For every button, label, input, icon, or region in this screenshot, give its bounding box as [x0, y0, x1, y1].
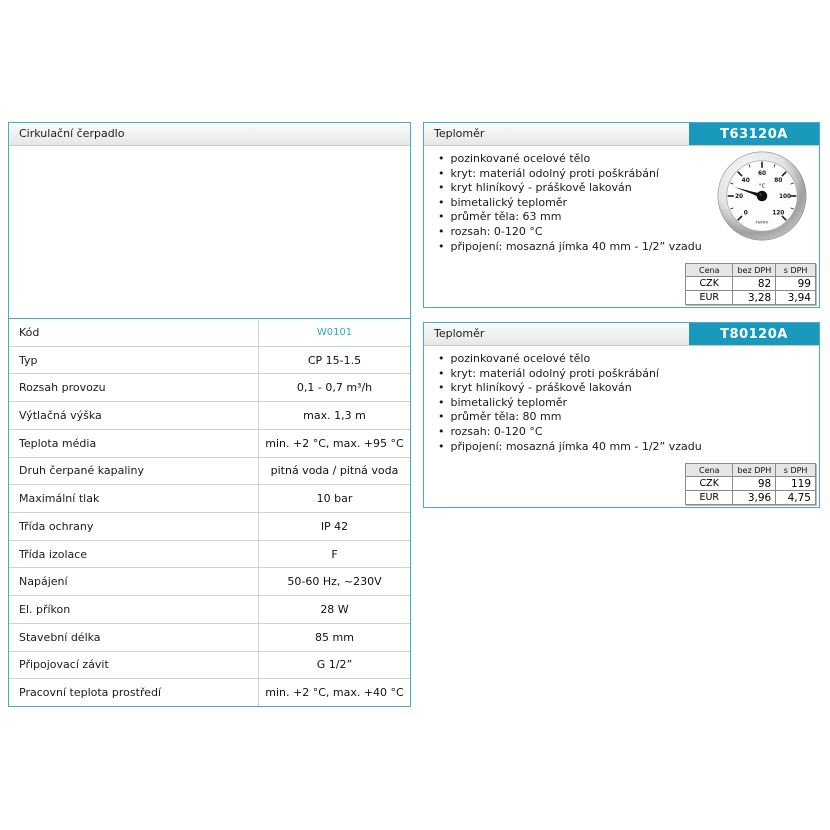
- feature-item: • připojení: mosazná jímka 40 mm - 1/2” vzadu: [438, 240, 702, 255]
- price-col-header: s DPH: [776, 264, 816, 277]
- price-currency: EUR: [686, 291, 733, 305]
- price-without-vat: 98: [733, 477, 776, 491]
- feature-item: • kryt hliníkový - práškově lakován: [438, 181, 702, 196]
- feature-item: • rozsah: 0-120 °C: [438, 225, 702, 240]
- svg-text:120: 120: [772, 210, 785, 217]
- price-row: [686, 477, 816, 491]
- feature-item: • průměr těla: 80 mm: [438, 410, 702, 425]
- pump-panel: [8, 122, 411, 707]
- svg-text:FERRO: FERRO: [755, 220, 769, 225]
- thermometer-panel-header: [424, 123, 819, 146]
- price-with-vat: 4,75: [776, 491, 816, 505]
- pump-panel-title: Cirkulační čerpadlo: [9, 123, 410, 145]
- feature-item: • kryt hliníkový - práškově lakován: [438, 381, 702, 396]
- thermometer-panel-header: [424, 323, 819, 346]
- price-col-header: bez DPH: [733, 464, 776, 477]
- spec-row: [9, 347, 410, 375]
- feature-item: • průměr těla: 63 mm: [438, 210, 702, 225]
- pump-panel-header: [9, 123, 410, 146]
- spec-label: Kód: [9, 319, 259, 346]
- price-with-vat: 3,94: [776, 291, 816, 305]
- spec-label: Třída ochrany: [9, 513, 259, 540]
- product-title: Teploměr: [424, 123, 689, 145]
- spec-value: max. 1,3 m: [303, 409, 366, 423]
- price-currency: EUR: [686, 491, 733, 505]
- feature-item: • bimetalický teploměr: [438, 396, 702, 411]
- spec-value: 10 bar: [316, 492, 353, 506]
- spec-label: Stavební délka: [9, 624, 259, 651]
- spec-row: [9, 652, 410, 680]
- spec-label: Teplota média: [9, 430, 259, 457]
- feature-item: • bimetalický teploměr: [438, 196, 702, 211]
- feature-item: • pozinkované ocelové tělo: [438, 152, 702, 167]
- spec-label: Pracovní teplota prostředí: [9, 679, 259, 706]
- price-with-vat: 99: [776, 277, 816, 291]
- spec-value: CP 15-1.5: [307, 353, 362, 367]
- svg-text:80: 80: [774, 177, 783, 184]
- price-col-header: Cena: [686, 464, 733, 477]
- spec-row: [9, 319, 410, 347]
- price-table: [685, 263, 816, 305]
- spec-row: [9, 430, 410, 458]
- feature-item: • rozsah: 0-120 °C: [438, 425, 702, 440]
- price-col-header: bez DPH: [733, 264, 776, 277]
- product-feature-list: [438, 152, 702, 254]
- product-code-badge: T80120A: [689, 323, 819, 345]
- spec-label: Výtlačná výška: [9, 402, 259, 429]
- thermometer-panel-t63120a: [423, 122, 820, 308]
- price-currency: CZK: [686, 277, 733, 291]
- feature-item: • kryt: materiál odolný proti poškrábání: [438, 167, 702, 182]
- spec-value: IP 42: [320, 519, 349, 533]
- price-table: [685, 463, 816, 505]
- spec-label: El. příkon: [9, 596, 259, 623]
- spec-row: [9, 513, 410, 541]
- price-without-vat: 82: [733, 277, 776, 291]
- spec-value: 0,1 - 0,7 m³/h: [296, 381, 373, 395]
- svg-text:°C: °C: [758, 183, 766, 190]
- svg-text:60: 60: [757, 171, 767, 178]
- spec-row: [9, 568, 410, 596]
- spec-label: Druh čerpané kapaliny: [9, 458, 259, 485]
- spec-value: 85 mm: [315, 630, 354, 644]
- pump-spec-table: [9, 318, 410, 706]
- spec-label: Rozsah provozu: [9, 374, 259, 401]
- product-code-link[interactable]: W0101: [316, 326, 353, 338]
- svg-text:0: 0: [743, 210, 748, 217]
- spec-label: Napájení: [9, 568, 259, 595]
- price-col-header: s DPH: [776, 464, 816, 477]
- feature-item: • pozinkované ocelové tělo: [438, 352, 702, 367]
- spec-value: pitná voda / pitná voda: [270, 464, 399, 478]
- spec-value: 28 W: [320, 603, 349, 617]
- price-with-vat: 119: [776, 477, 816, 491]
- spec-row: [9, 541, 410, 569]
- spec-value: 50-60 Hz, ~230V: [287, 575, 382, 589]
- spec-row: [9, 596, 410, 624]
- price-row: [686, 491, 816, 505]
- price-currency: CZK: [686, 477, 733, 491]
- spec-label: Třída izolace: [9, 541, 259, 568]
- spec-row: [9, 458, 410, 486]
- price-without-vat: 3,96: [733, 491, 776, 505]
- feature-item: • připojení: mosazná jímka 40 mm - 1/2” vzadu: [438, 440, 702, 455]
- spec-row: [9, 679, 410, 706]
- spec-value: G 1/2”: [316, 658, 353, 672]
- spec-row: [9, 624, 410, 652]
- spec-row: [9, 374, 410, 402]
- product-code-badge: T63120A: [689, 123, 819, 145]
- spec-label: Připojovací závit: [9, 652, 259, 679]
- pump-product-image-placeholder: [9, 146, 410, 318]
- price-col-header: Cena: [686, 264, 733, 277]
- spec-value: F: [331, 547, 338, 561]
- spec-value: min. +2 °C, max. +95 °C: [265, 436, 404, 450]
- svg-text:40: 40: [741, 177, 750, 184]
- price-without-vat: 3,28: [733, 291, 776, 305]
- spec-value: min. +2 °C, max. +40 °C: [265, 686, 404, 700]
- spec-row: [9, 485, 410, 513]
- price-row: [686, 277, 816, 291]
- svg-text:20: 20: [734, 194, 744, 201]
- thermometer-panel-t80120a: [423, 322, 820, 508]
- thermometer-gauge-image: [715, 149, 809, 243]
- feature-item: • kryt: materiál odolný proti poškrábání: [438, 367, 702, 382]
- product-title: Teploměr: [424, 323, 689, 345]
- price-row: [686, 291, 816, 305]
- spec-label: Typ: [9, 347, 259, 374]
- spec-row: [9, 402, 410, 430]
- spec-label: Maximální tlak: [9, 485, 259, 512]
- product-feature-list: [438, 352, 702, 454]
- svg-text:100: 100: [778, 194, 792, 201]
- gauge-dial-icon: [715, 149, 809, 243]
